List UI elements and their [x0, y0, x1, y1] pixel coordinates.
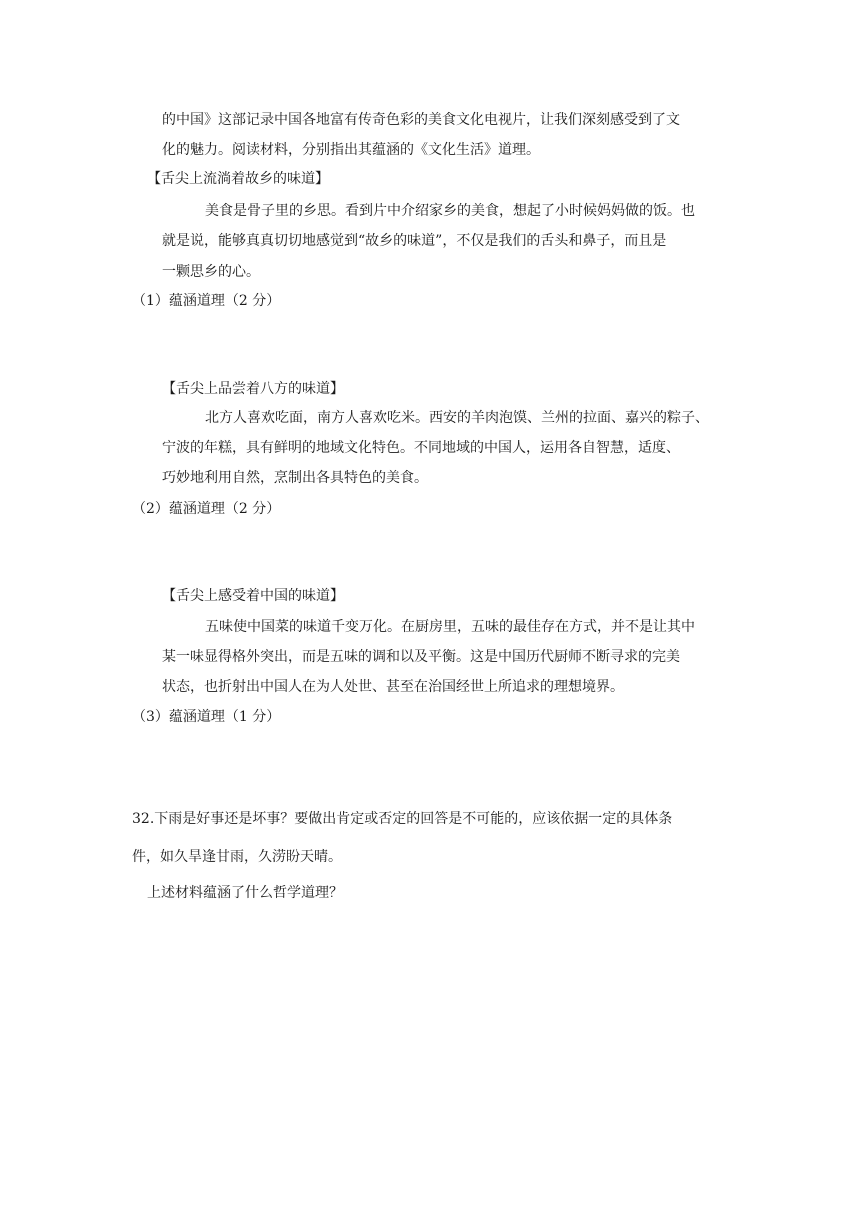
question-1: （1）蕴涵道理（2 分） [132, 293, 281, 309]
section3-paragraph-line-3: 状态，也折射出中国人在为人处世、甚至在治国经世上所追求的理想境界。 [162, 679, 624, 695]
section1-paragraph-line-2: 就是说，能够真真切切地感觉到“故乡的味道”，不仅是我们的舌头和鼻子，而且是 [162, 233, 667, 249]
intro-line-1: 的中国》这部记录中国各地富有传奇色彩的美食文化电视片，让我们深刻感受到了文 [162, 112, 680, 128]
question-2: （2）蕴涵道理（2 分） [132, 501, 281, 517]
section1-paragraph-line-3: 一颗思乡的心。 [162, 264, 260, 280]
question-3: （3）蕴涵道理（1 分） [132, 709, 281, 725]
question-32-line-3: 上述材料蕴涵了什么哲学道理？ [147, 885, 343, 901]
intro-line-2: 化的魅力。阅读材料，分别指出其蕴涵的《文化生活》道理。 [162, 142, 540, 158]
section1-heading: 【舌尖上流淌着故乡的味道】 [147, 171, 329, 187]
section3-paragraph-line-2: 某一味显得格外突出，而是五味的调和以及平衡。这是中国历代厨师不断寻求的完美 [162, 649, 680, 665]
section1-paragraph-line-1: 美食是骨子里的乡思。看到片中介绍家乡的美食，想起了小时候妈妈做的饭。也 [205, 203, 695, 219]
section3-heading: 【舌尖上感受着中国的味道】 [162, 588, 344, 604]
section2-paragraph-line-2: 宁波的年糕，具有鲜明的地域文化特色。不同地域的中国人，运用各自智慧，适度、 [162, 440, 680, 456]
question-32-line-2: 件，如久旱逢甘雨，久涝盼天晴。 [132, 849, 342, 865]
question-32-line-1: 32.下雨是好事还是坏事？要做出肯定或否定的回答是不可能的，应该依据一定的具体条 [132, 811, 673, 827]
section2-heading: 【舌尖上品尝着八方的味道】 [162, 381, 344, 397]
section3-paragraph-line-1: 五味使中国菜的味道千变万化。在厨房里，五味的最佳存在方式，并不是让其中 [205, 619, 695, 635]
section2-paragraph-line-1: 北方人喜欢吃面，南方人喜欢吃米。西安的羊肉泡馍、兰州的拉面、嘉兴的粽子、 [205, 410, 709, 426]
section2-paragraph-line-3: 巧妙地利用自然，烹制出各具特色的美食。 [162, 470, 428, 486]
